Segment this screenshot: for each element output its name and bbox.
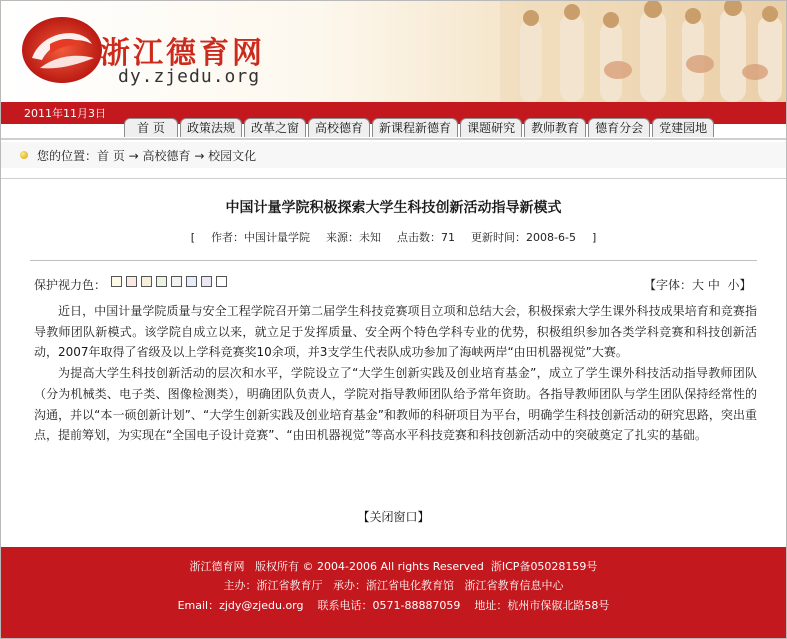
nav-tab-reform[interactable]: 改革之窗 [244,118,306,137]
font-size-medium[interactable]: 中 [707,278,720,292]
footer-organizer: 主办：浙江省教育厅 承办：浙江省电化教育馆 浙江省教育信息中心 [223,579,564,592]
font-size-prefix: 【字体： [644,278,693,292]
current-date: 2011年11月3日 [24,107,106,120]
article-title: 中国计量学院积极探索大学生科技创新活动指导新模式 [225,200,562,216]
nav-tab-party-building[interactable]: 党建园地 [652,118,714,137]
nav-tab-college-moral-ed[interactable]: 高校德育 [308,118,370,137]
site-title: 浙江德育网 [100,36,265,71]
meta-clicks: 点击数：71 [397,231,456,244]
article-paragraph: 近日，中国计量学院质量与安全工程学院召开第二届学生科技竞赛项目立项和总结大会，积极探索大学生课外科技成果培育和竞赛指导教师团队新模式。该学院自成立以来，就立足于发挥质量、安全两个特色学科专业的优势，积极组织参加各类学科竞赛和科技创新活动，2007年取得了省级及以上学科竞赛奖10余项，并3支学生代表队成功参加了海峡两岸“由田机器视觉”大赛。 [34,304,757,360]
meta-author: 作者：中国计量学院 [211,231,311,244]
footer-contact: Email：zjdy@zjedu.org 联系电话：0571-88887059 地址：杭州市保俶北路58号 [177,599,610,612]
footer-copyright: 浙江德育网 版权所有 © 2004-2006 All rights Reserved 浙ICP备05028159号 [189,560,598,573]
article-paragraph: 为提高大学生科技创新活动的层次和水平，学院设立了“大学生创新实践及创业培育基金”，成立了学生课外科技活动指导教师团队（分为机械类、电子类、图像检测类），明确团队负责人，学院对指导教师团队给予常年资助。各指导教师团队与学生团队保持经常性的沟通，并以“本一硕创新计划”、“大学生创新实践及创业培育基金”和教师的科研项目为平台，明确学生科技创新活动的研究思路，突出重点，提前筹划，为实现在“全国电子设计竞赛”、“由田机器视觉”等高水平科技竞赛和科技创新活动中的突破奠定了扎实的基础。 [34,366,757,443]
nav-tab-home[interactable]: 首 页 [124,118,178,137]
nav-tab-new-curriculum[interactable]: 新课程新德育 [372,118,458,137]
nav-tab-policy[interactable]: 政策法规 [180,118,242,137]
nav-tab-research[interactable]: 课题研究 [460,118,522,137]
font-size-small[interactable]: 小 [727,278,740,292]
eye-protect-label: 保护视力色： [34,278,107,292]
meta-open-bracket: [ [190,231,196,244]
site-url: dy.zjedu.org [118,66,261,87]
meta-close-bracket: ] [591,231,597,244]
meta-source: 来源：未知 [326,231,382,244]
font-size-large[interactable]: 大 [692,278,705,292]
nav-tab-branch[interactable]: 德育分会 [588,118,650,137]
nav-tab-teacher-ed[interactable]: 教师教育 [524,118,586,137]
close-window-link[interactable]: 【关闭窗口】 [357,510,430,524]
breadcrumb[interactable]: 您的位置：首 页 → 高校德育 → 校园文化 [37,149,257,163]
meta-updated: 更新时间：2008-6-5 [471,231,576,244]
font-size-suffix: 】 [739,278,752,292]
